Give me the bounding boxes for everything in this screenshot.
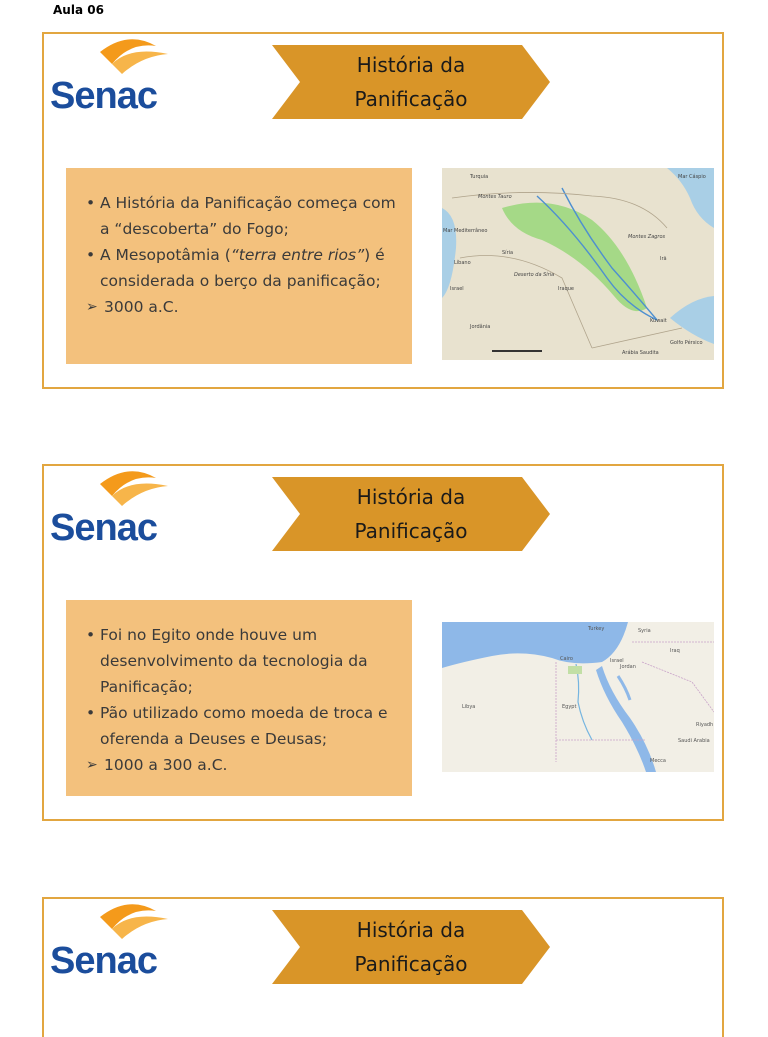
svg-text:Montes Zagros: Montes Zagros bbox=[628, 234, 666, 240]
bullet-item: • A História da Panificação começa com a “descoberta” do Fogo; bbox=[80, 190, 408, 242]
egypt-map bbox=[442, 622, 714, 772]
svg-text:Syria: Syria bbox=[638, 628, 651, 634]
title-banner bbox=[272, 477, 550, 551]
svg-text:Israel: Israel bbox=[610, 658, 624, 664]
svg-text:Cairo: Cairo bbox=[560, 656, 573, 662]
svg-text:Síria: Síria bbox=[502, 250, 514, 256]
slide-title: História da Panificação bbox=[354, 53, 468, 111]
date-subitem: ➢ 3000 a.C. bbox=[80, 294, 408, 320]
svg-text:Mecca: Mecca bbox=[650, 758, 666, 764]
svg-text:Jordânia: Jordânia bbox=[470, 324, 491, 330]
svg-text:Senac: Senac bbox=[50, 940, 157, 979]
svg-text:Saudi Arabia: Saudi Arabia bbox=[678, 738, 710, 744]
slide-3 bbox=[42, 897, 724, 1037]
bullet-item: • Foi no Egito onde houve um desenvolvimento da tecnologia da Panificação; bbox=[80, 622, 408, 700]
slide-2 bbox=[42, 464, 724, 821]
page-label: Aula 06 bbox=[53, 3, 104, 17]
bullet-item: • Pão utilizado como moeda de troca e oferenda a Deuses e Deusas; bbox=[80, 700, 408, 752]
date-subitem: ➢ 1000 a 300 a.C. bbox=[80, 752, 408, 778]
senac-logo bbox=[50, 466, 176, 546]
svg-text:Montes Tauro: Montes Tauro bbox=[478, 194, 512, 200]
svg-text:Turkey: Turkey bbox=[588, 626, 605, 632]
svg-text:Iraque: Iraque bbox=[558, 286, 575, 292]
svg-text:Senac: Senac bbox=[50, 507, 157, 546]
svg-text:Arábia Saudita: Arábia Saudita bbox=[622, 350, 659, 356]
svg-text:Turquia: Turquia bbox=[470, 174, 489, 180]
content-box bbox=[66, 600, 412, 796]
svg-text:Deserto da Síria: Deserto da Síria bbox=[514, 272, 555, 278]
title-banner bbox=[272, 910, 550, 984]
svg-text:Egypt: Egypt bbox=[562, 704, 577, 710]
svg-text:Israel: Israel bbox=[450, 286, 464, 292]
mesopotamia-map bbox=[442, 168, 714, 360]
senac-logo bbox=[50, 899, 176, 979]
svg-text:Jordan: Jordan bbox=[620, 664, 636, 670]
content-box bbox=[66, 168, 412, 364]
svg-text:Riyadh: Riyadh bbox=[696, 722, 714, 728]
slide-1 bbox=[42, 32, 724, 389]
svg-text:Líbano: Líbano bbox=[454, 260, 471, 266]
slide-title: História da Panificação bbox=[354, 918, 468, 976]
bullet-item: • A Mesopotâmia (“terra entre rios”) é considerada o berço da panificação; bbox=[80, 242, 408, 294]
svg-text:Kuwait: Kuwait bbox=[650, 318, 667, 324]
svg-text:Mar Cáspio: Mar Cáspio bbox=[678, 174, 706, 180]
slide-title: História da Panificação bbox=[354, 485, 468, 543]
svg-text:Golfo Pérsico: Golfo Pérsico bbox=[670, 340, 703, 346]
svg-text:Iraq: Iraq bbox=[670, 648, 680, 654]
title-banner bbox=[272, 45, 550, 119]
svg-text:Libya: Libya bbox=[462, 704, 476, 710]
svg-text:Senac: Senac bbox=[50, 75, 157, 114]
svg-text:Irã: Irã bbox=[660, 256, 667, 262]
senac-logo bbox=[50, 34, 176, 114]
svg-text:Mar Mediterrâneo: Mar Mediterrâneo bbox=[443, 228, 488, 234]
